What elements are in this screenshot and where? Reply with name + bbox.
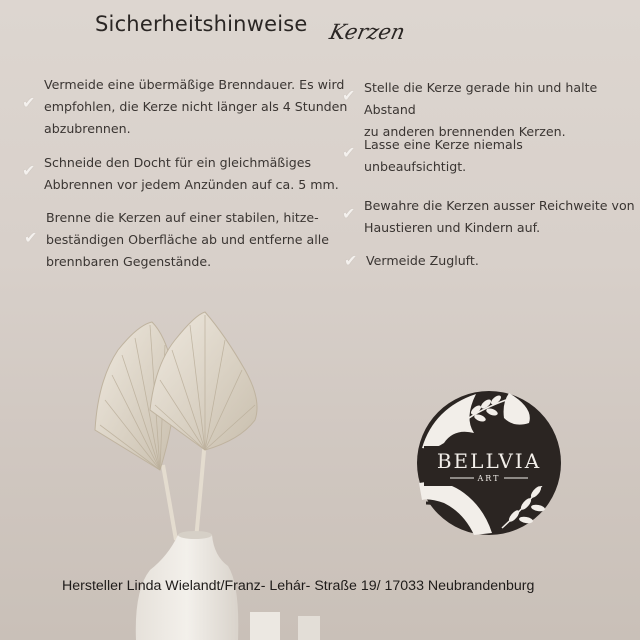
tip-text: Vermeide eine übermäßige Brenndauer. Es wird empfohlen, die Kerze nicht länger als 4 Stunden abzubrennen. [44, 77, 348, 136]
tip-text: Schneide den Docht für ein gleichmäßiges Abbrennen vor jedem Anzünden auf ca. 5 mm. [44, 155, 339, 192]
tip-text: Vermeide Zugluft. [366, 253, 479, 268]
check-icon: ✔ [342, 204, 356, 223]
check-icon: ✔ [344, 251, 358, 270]
bellvia-logo [414, 388, 564, 538]
tip-text: Stelle die Kerze gerade hin und halte Abstand zu anderen brennenden Kerzen. [364, 80, 598, 139]
tip-text: Brenne die Kerzen auf einer stabilen, hitze- beständigen Oberfläche ab und entferne alle brennbaren Gegenstände. [46, 210, 329, 269]
check-icon: ✔ [22, 93, 36, 112]
manufacturer-footer: Hersteller Linda Wielandt/Franz- Lehár- Straße 19/ 17033 Neubrandenburg [62, 578, 535, 594]
check-icon: ✔ [342, 86, 356, 105]
check-icon: ✔ [22, 161, 36, 180]
small-cylinder [250, 612, 280, 640]
tip-text: Lasse eine Kerze niemals unbeaufsichtigt. [364, 137, 523, 174]
check-icon: ✔ [342, 143, 356, 162]
page-title-script: Kerzen [327, 20, 408, 44]
page-title: Sicherheitshinweise [95, 12, 308, 36]
tip-text: Bewahre die Kerzen ausser Reichweite von Haustieren und Kindern auf. [364, 198, 635, 235]
check-icon: ✔ [24, 228, 38, 247]
logo-sub: ART [477, 474, 501, 483]
logo-name: BELLVIA [436, 449, 542, 473]
